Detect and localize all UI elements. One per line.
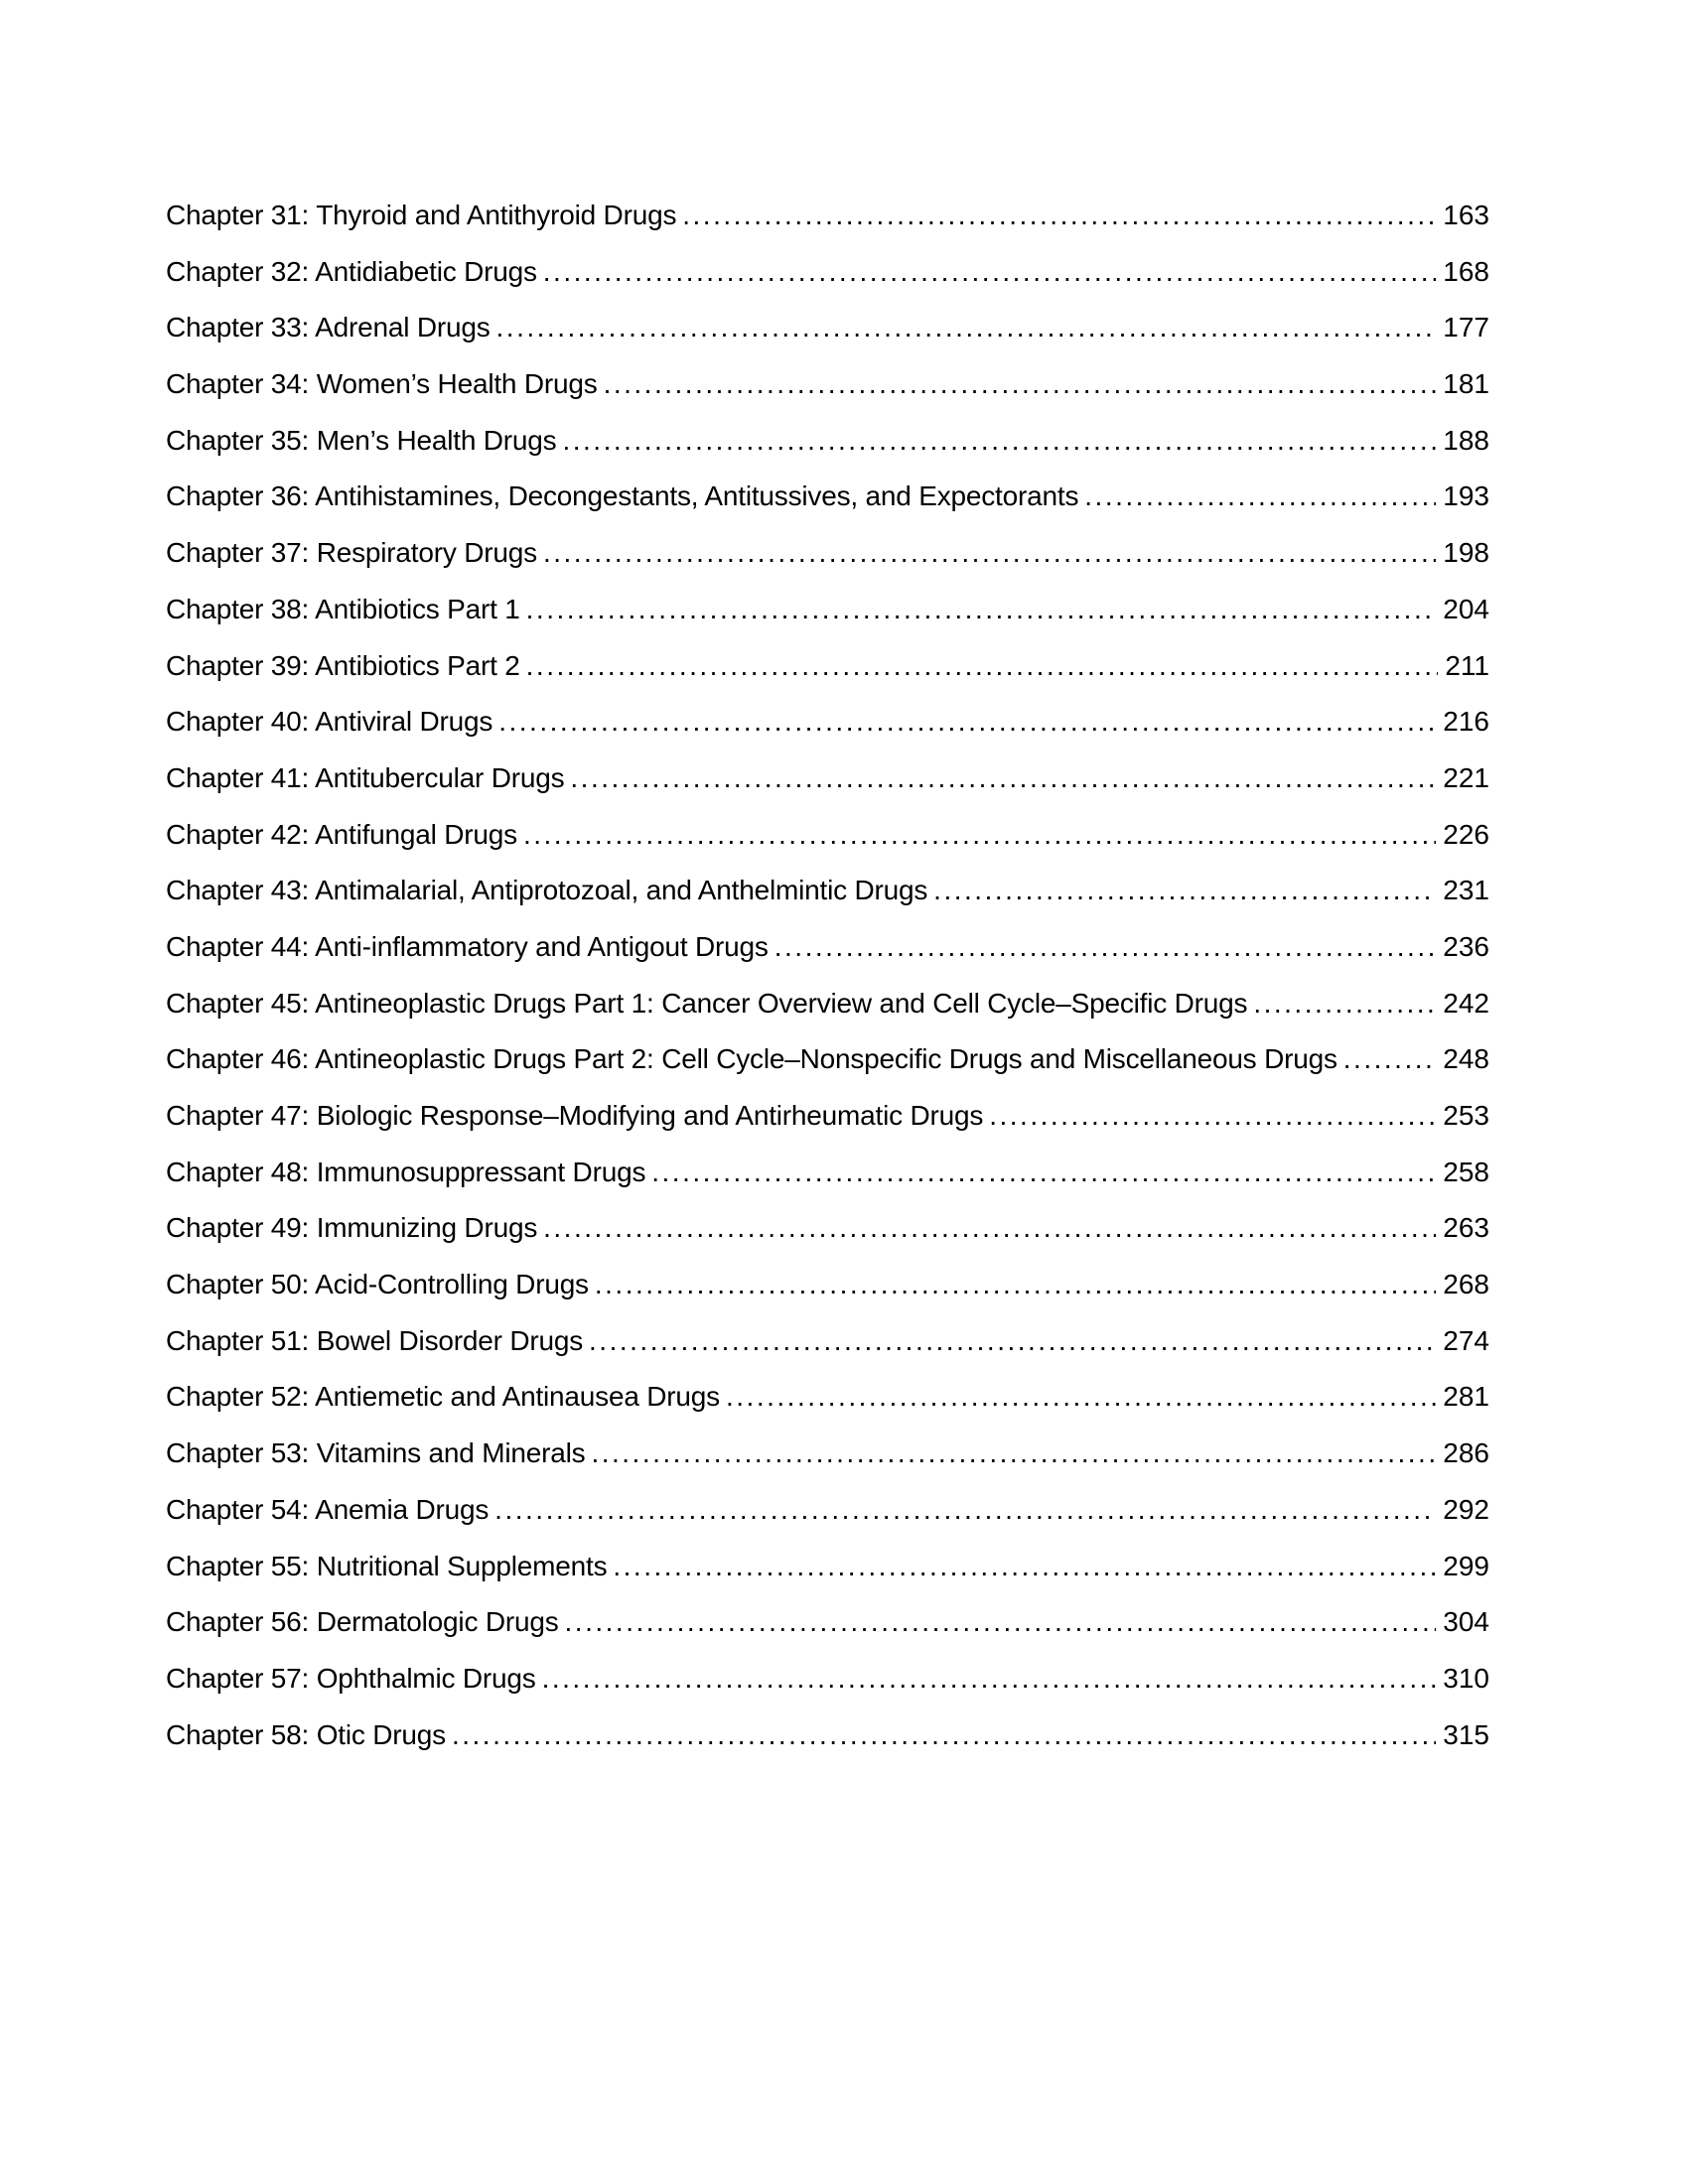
toc-entry-page: 231	[1443, 875, 1489, 906]
dot-leader	[595, 1257, 1436, 1313]
toc-entry-page: 181	[1443, 368, 1489, 400]
dot-leader	[1343, 1031, 1437, 1088]
toc-entry-page: 281	[1443, 1381, 1489, 1413]
dot-leader	[682, 188, 1436, 244]
toc-entry-title: Chapter 53: Vitamins and Minerals	[166, 1437, 586, 1469]
toc-entry-title: Chapter 44: Anti-inflammatory and Antigout Drugs	[166, 930, 769, 962]
toc-entry-page: 163	[1443, 200, 1489, 230]
dot-leader	[651, 1145, 1436, 1201]
toc-entry-page: 258	[1443, 1156, 1489, 1187]
toc-entry-title: Chapter 35: Men’s Health Drugs	[166, 424, 557, 456]
toc-entry-page: 198	[1443, 537, 1489, 569]
toc-entry[interactable]	[166, 1651, 1489, 1707]
toc-entry-page: 299	[1443, 1550, 1489, 1581]
dot-leader	[774, 919, 1437, 976]
dot-leader	[452, 1707, 1436, 1764]
dot-leader	[1084, 469, 1436, 525]
toc-entry[interactable]	[166, 300, 1489, 356]
toc-entry-page: 188	[1443, 424, 1489, 456]
toc-entry-title: Chapter 38: Antibiotics Part 1	[166, 593, 520, 624]
toc-entry[interactable]	[166, 1145, 1489, 1201]
dot-leader	[726, 1369, 1436, 1426]
toc-entry-title: Chapter 55: Nutritional Supplements	[166, 1550, 608, 1581]
toc-entry-page: 310	[1443, 1662, 1489, 1694]
dot-leader	[565, 1594, 1437, 1651]
toc-entry-title: Chapter 33: Adrenal Drugs	[166, 312, 491, 343]
toc-entry-page: 242	[1443, 987, 1489, 1019]
toc-entry[interactable]	[166, 244, 1489, 301]
toc-entry[interactable]	[166, 188, 1489, 244]
toc-entry-page: 193	[1443, 480, 1489, 512]
toc-entry[interactable]	[166, 863, 1489, 919]
toc-entry-page: 286	[1443, 1437, 1489, 1469]
toc-entry[interactable]	[166, 525, 1489, 582]
toc-entry-page: 236	[1443, 930, 1489, 962]
toc-entry-title: Chapter 54: Anemia Drugs	[166, 1493, 490, 1525]
toc-entry[interactable]	[166, 582, 1489, 638]
toc-entry-page: 253	[1443, 1100, 1489, 1131]
toc-entry-page: 211	[1445, 649, 1489, 681]
toc-entry[interactable]	[166, 1707, 1489, 1764]
toc-entry[interactable]	[166, 1257, 1489, 1313]
toc-entry-page: 315	[1443, 1718, 1489, 1750]
dot-leader	[933, 863, 1436, 919]
toc-entry-page: 221	[1443, 761, 1489, 793]
toc-entry[interactable]	[166, 1313, 1489, 1370]
toc-entry-title: Chapter 52: Antiemetic and Antinausea Drugs	[166, 1381, 720, 1413]
toc-entry-title: Chapter 32: Antidiabetic Drugs	[166, 255, 537, 287]
toc-entry[interactable]	[166, 1088, 1489, 1145]
dot-leader	[570, 751, 1436, 807]
toc-entry-title: Chapter 56: Dermatologic Drugs	[166, 1606, 559, 1638]
toc-entry[interactable]	[166, 751, 1489, 807]
dot-leader	[523, 807, 1436, 864]
toc-entry-page: 168	[1443, 255, 1489, 287]
toc-entry-title: Chapter 39: Antibiotics Part 2	[166, 649, 520, 681]
toc-entry[interactable]	[166, 1482, 1489, 1539]
dot-leader	[543, 1200, 1436, 1257]
toc-entry-title: Chapter 50: Acid-Controlling Drugs	[166, 1269, 589, 1300]
dot-leader	[589, 1313, 1436, 1370]
toc-entry[interactable]	[166, 1426, 1489, 1482]
toc-entry-title: Chapter 47: Biologic Response–Modifying and Antirheumatic Drugs	[166, 1100, 984, 1131]
toc-entry-title: Chapter 42: Antifungal Drugs	[166, 818, 517, 850]
toc-entry-title: Chapter 40: Antiviral Drugs	[166, 706, 493, 738]
toc-entry[interactable]	[166, 469, 1489, 525]
toc-entry-page: 248	[1443, 1043, 1489, 1075]
toc-entry-page: 274	[1443, 1324, 1489, 1356]
toc-entry-title: Chapter 41: Antitubercular Drugs	[166, 761, 565, 793]
toc-entry-page: 292	[1443, 1493, 1489, 1525]
toc-entry-title: Chapter 57: Ophthalmic Drugs	[166, 1662, 536, 1694]
toc-entry-title: Chapter 46: Antineoplastic Drugs Part 2: Cell Cycle–Nonspecific Drugs and Miscellaneous Drugs	[166, 1043, 1337, 1075]
toc-entry-page: 204	[1443, 593, 1489, 624]
dot-leader	[543, 244, 1437, 301]
toc-entry-page: 177	[1443, 312, 1489, 343]
dot-leader	[613, 1539, 1436, 1595]
dot-leader	[604, 356, 1437, 413]
toc-entry[interactable]	[166, 919, 1489, 976]
dot-leader	[498, 694, 1436, 751]
toc-entry[interactable]	[166, 694, 1489, 751]
toc-entry-title: Chapter 31: Thyroid and Antithyroid Drugs	[166, 200, 677, 230]
dot-leader	[526, 638, 1439, 695]
toc-list	[166, 188, 1489, 1763]
toc-entry-title: Chapter 37: Respiratory Drugs	[166, 537, 537, 569]
toc-entry[interactable]	[166, 1369, 1489, 1426]
dot-leader	[526, 582, 1437, 638]
toc-entry[interactable]	[166, 976, 1489, 1032]
toc-entry-title: Chapter 36: Antihistamines, Decongestants, Antitussives, and Expectorants	[166, 480, 1079, 512]
toc-entry[interactable]	[166, 638, 1489, 695]
dot-leader	[1253, 976, 1436, 1032]
dot-leader	[542, 1651, 1437, 1707]
toc-entry-title: Chapter 49: Immunizing Drugs	[166, 1212, 538, 1244]
toc-entry-page: 263	[1443, 1212, 1489, 1244]
toc-entry-page: 226	[1443, 818, 1489, 850]
toc-entry-page: 268	[1443, 1269, 1489, 1300]
toc-entry-title: Chapter 45: Antineoplastic Drugs Part 1: Cancer Overview and Cell Cycle–Specific Drugs	[166, 987, 1248, 1019]
toc-entry[interactable]	[166, 356, 1489, 413]
dot-leader	[543, 525, 1436, 582]
toc-entry[interactable]	[166, 1539, 1489, 1595]
toc-entry[interactable]	[166, 807, 1489, 864]
dot-leader	[496, 300, 1437, 356]
dot-leader	[989, 1088, 1436, 1145]
toc-entry[interactable]	[166, 1594, 1489, 1651]
toc-entry-page: 216	[1443, 706, 1489, 738]
dot-leader	[494, 1482, 1436, 1539]
toc-entry-title: Chapter 34: Women’s Health Drugs	[166, 368, 598, 400]
dot-leader	[591, 1426, 1436, 1482]
toc-entry-title: Chapter 58: Otic Drugs	[166, 1718, 446, 1750]
toc-entry-title: Chapter 43: Antimalarial, Antiprotozoal, and Anthelmintic Drugs	[166, 875, 928, 906]
toc-entry[interactable]	[166, 1031, 1489, 1088]
toc-entry-title: Chapter 51: Bowel Disorder Drugs	[166, 1324, 584, 1356]
dot-leader	[562, 413, 1436, 470]
toc-entry[interactable]	[166, 1200, 1489, 1257]
toc-entry[interactable]	[166, 413, 1489, 470]
toc-entry-page: 304	[1443, 1606, 1489, 1638]
toc-entry-title: Chapter 48: Immunosuppressant Drugs	[166, 1156, 646, 1187]
